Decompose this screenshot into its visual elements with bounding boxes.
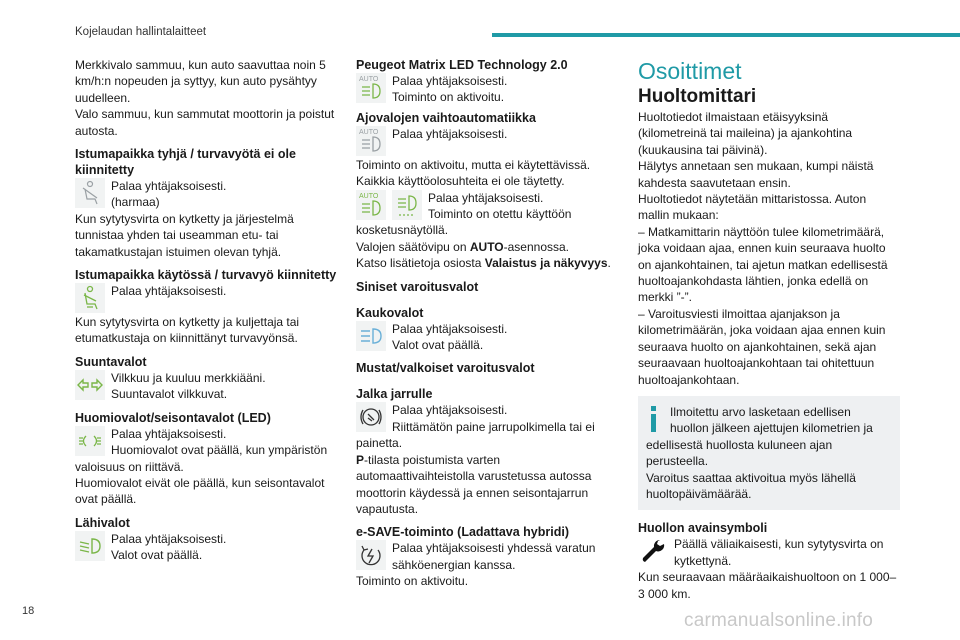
- turn-signal-icon: [75, 370, 105, 400]
- foot-on-brake-icon: [356, 402, 386, 432]
- column-3: Osoittimet Huoltomittari Huoltotiedot ilmaistaan etäisyyksinä (kilometreinä tai maileina) ja ajankohtina (kuukausina tai päivinä). Hälytys annetaan sen mukaan, kumpi näistä kahdesta saavutetaan ensin. Huoltotiedot näytetään mittaristossa. Auton mallin mukaan: – Matkamittarin näyttöön tulee kilometrimäärä, joka voidaan ajaa, ennen kuin seuraava huolto on ajankohtainen, tai ajetun matkan edellisestä huoltoajankohdasta lähtien, jonka edellä on merkki ”-”. – Varoitusviesti ilmoittaa ajanjakson ja kilometrimäärän, joka voidaan ajaa ennen kuin seuraava huolto on ajankohtainen, sekä ajan seuraavaan huoltoajankohtaan tai ohitettuun huoltoajankohtaan. Ilmoitettu arvo lasketaan edellisen huollon jälkeen ajettujen kilometrien ja edellisestä huollosta kuluneen ajan perusteella. Varoitus saattaa aktivoitua myös lähellä huoltopäivämäärää. Huollon avainsymboli Päällä väliaikaisesti, kun sytytysvirta on kytkettynä. Kun seuraavaan määräaikaishuoltoon on 1 000–3 000 km.: [638, 57, 900, 602]
- service-key-entry: Päällä väliaikaisesti, kun sytytysvirta on kytkettynä.: [638, 536, 900, 569]
- bw-warning-title: Mustat/valkoiset varoitusvalot: [356, 361, 535, 376]
- high-beam-icon: [356, 321, 386, 351]
- indicators-title: Suuntavalot: [75, 354, 147, 369]
- section-title: Kojelaudan hallintalaitteet: [75, 26, 207, 38]
- e-save-icon: [356, 540, 386, 570]
- high-beam-entry: Palaa yhtäjaksoisesti. Valot ovat päällä.: [356, 321, 618, 354]
- seat-used-title: Istumapaikka käytössä / turvavyö kiinnitetty: [75, 268, 337, 283]
- matrix-title: Peugeot Matrix LED Technology 2.0: [356, 58, 568, 72]
- intro-text-2: Valo sammuu, kun sammutat moottorin ja poistut autosta.: [75, 107, 335, 138]
- seat-empty-entry: Palaa yhtäjaksoisesti. (harmaa): [75, 178, 337, 211]
- page-title: Osoittimet: [638, 58, 742, 84]
- low-beam-icon: [75, 531, 105, 561]
- matrix-entry: AUTO Palaa yhtäjaksoisesti. Toiminto on aktivoitu.: [356, 73, 618, 106]
- blue-warning-title: Siniset varoitusvalot: [356, 279, 479, 294]
- drl-entry: Palaa yhtäjaksoisesti. Huomiovalot ovat päällä, kun ympäristön valoisuus on riittävä.: [75, 426, 328, 474]
- auto-lights-title: Ajovalojen vaihtoautomatiikka: [356, 110, 536, 125]
- info-box: Ilmoitettu arvo lasketaan edellisen huollon jälkeen ajettujen kilometrien ja edellisestä huollosta kuluneen ajan perusteella. Varoitus saattaa aktivoitua myös lähellä huoltopäivämäärää.: [638, 396, 900, 510]
- empty-seat-icon: [75, 178, 105, 208]
- auto-lights-entry: AUTO Palaa yhtäjaksoisesti.: [356, 126, 618, 157]
- page-number: 18: [22, 605, 35, 617]
- auto-lights-screen-icon: [392, 190, 422, 220]
- esave-entry: Palaa yhtäjaksoisesti yhdessä varatun sähköenergian kanssa.: [356, 540, 618, 573]
- daytime-running-lights-icon: [75, 426, 105, 456]
- column-2: Peugeot Matrix LED Technology 2.0 AUTO Palaa yhtäjaksoisesti. Toiminto on aktivoitu. Ajovalojen vaihtoautomatiikka AUTO Palaa yhtäjaksoisesti. Toiminto on aktivoitu, mutta ei käytettävissä. Kaikkia käyttöolosuhteita ei ole täytetty. AUTO Palaa yhtäjaksoisesti. Toiminto on otettu käyttöön kosketusnäytöllä. Valojen säätövipu on AUTO-asennossa. Katso lisätietoja osiosta Valaistus ja näkyvyys. Siniset varoitusvalot Kaukovalot Palaa yhtäjaksoisesti. Valot ovat päällä. Mustat/valkoiset varoitusvalot Jalka jarrulle Palaa yhtäjaksoisesti. Riittämätön paine jarrupolkimella tai ei painetta. P-tilasta poistumista varten automaattivaihteistolla varustetussa autossa moottorin käydessä ja ennen seisontajarrun vapautusta. e-SAVE-toiminto (Ladattava hybridi) Palaa yhtäjaksoisesti yhdessä varatun sähköenergian kanssa. Toiminto on aktivoitu.: [356, 57, 618, 590]
- wrench-icon: [638, 536, 668, 566]
- foot-brake-entry: Palaa yhtäjaksoisesti. Riittämätön paine jarrupolkimella tai ei painetta.: [356, 403, 595, 451]
- column-1: Merkkivalo sammuu, kun auto saavuttaa noin 5 km/h:n nopeuden ja syttyy, kun auto pysähtyy uudelleen. Valo sammuu, kun sammutat moottorin ja poistut autosta. Istumapaikka tyhjä / turvavyötä ei ole kiinnitetty Palaa yhtäjaksoisesti. (harmaa) Kun sytytysvirta on kytketty ja järjestelmä tunnistaa yhden tai useamman etu- tai takamatkustajan istuimen olevan tyhjä. Istumapaikka käytössä / turvavyö kiinnitetty Palaa yhtäjaksoisesti. Kun sytytysvirta on kytketty ja kuljettaja tai etumatkustaja on kiinnittänyt turvavyönsä. Suuntavalot Vilkkuu ja kuuluu merkkiääni. Suuntavalot vilkkuvat. Huomiovalot/seisontavalot (LED) Palaa yhtäjaksoisesti. Huomiovalot ovat päällä, kun ympäristön valoisuus on riittävä. Huomiovalot eivät ole päällä, kun seisontavalot ovat päällä. Lähivalot Palaa yhtäjaksoisesti. Valot ovat päällä.: [75, 58, 337, 563]
- indicators-entry: Vilkkuu ja kuuluu merkkiääni. Suuntavalot vilkkuvat.: [75, 370, 337, 403]
- low-beam-title: Lähivalot: [75, 515, 130, 530]
- service-key-title: Huollon avainsymboli: [638, 521, 768, 536]
- auto-high-beam-icon: [356, 73, 386, 103]
- seat-empty-title: Istumapaikka tyhjä / turvavyötä ei ole kiinnitetty: [75, 147, 296, 178]
- foot-brake-title: Jalka jarrulle: [356, 387, 433, 402]
- watermark: carmanualsonline.info: [684, 610, 874, 631]
- low-beam-entry: Palaa yhtäjaksoisesti. Valot ovat päällä.: [75, 531, 337, 564]
- info-icon: [648, 404, 660, 434]
- service-indicator-title: Huoltomittari: [638, 86, 757, 107]
- esave-title: e-SAVE-toiminto (Ladattava hybridi): [356, 525, 569, 540]
- header-accent-bar: [492, 33, 960, 37]
- seat-used-entry: Palaa yhtäjaksoisesti.: [75, 283, 337, 314]
- seatbelt-fastened-icon: [75, 283, 105, 313]
- auto-lights-active-entry: AUTO Palaa yhtäjaksoisesti. Toiminto on otettu käyttöön kosketusnäytöllä.: [356, 190, 572, 238]
- auto-label: AUTO: [359, 192, 379, 200]
- drl-title: Huomiovalot/seisontavalot (LED): [75, 410, 271, 425]
- auto-lights-green-icon: [356, 190, 386, 220]
- auto-label: AUTO: [359, 76, 379, 83]
- intro-text: Merkkivalo sammuu, kun auto saavuttaa noin 5 km/h:n nopeuden ja syttyy, kun auto pysähtyy uudelleen.: [75, 58, 326, 105]
- high-beam-title: Kaukovalot: [356, 305, 424, 320]
- auto-lights-grey-icon: [356, 126, 386, 156]
- auto-label: AUTO: [359, 128, 379, 136]
